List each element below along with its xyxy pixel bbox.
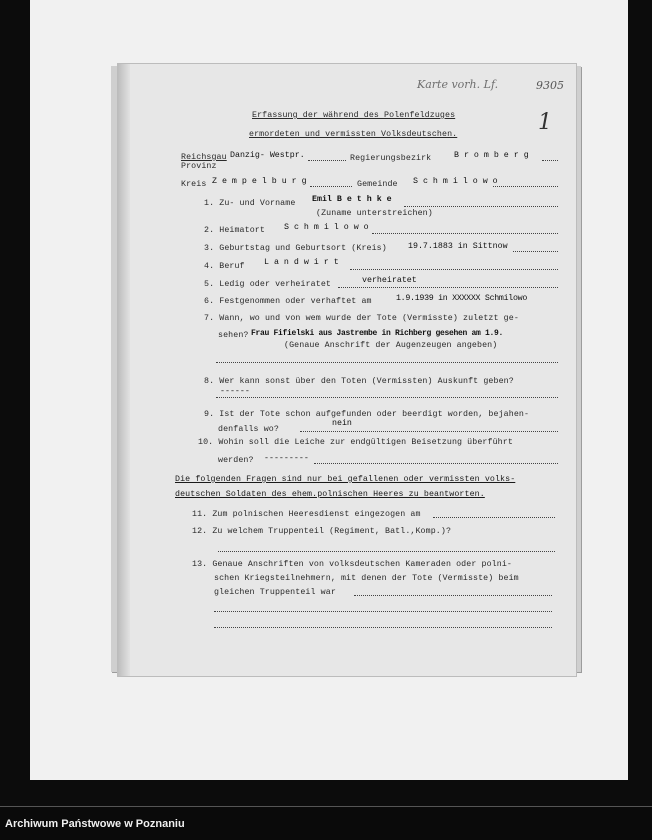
dotted-line [310,184,352,187]
title-line-2: ermordeten und vermissten Volksdeutschen. [249,130,458,139]
q12-label: 12. Zu welchem Truppenteil (Regiment, Batl.,Komp.)? [192,527,452,536]
section-heading-line-1: Die folgenden Fragen sind nur bei gefallenen oder vermissten volks- [175,475,516,484]
q8-value: ------ [220,387,250,396]
handwritten-note: Karte vorh. Lf. [417,78,499,91]
q10-value: --------- [264,454,309,463]
archive-label: Archiwum Państwowe w Poznaniu [5,818,185,830]
q7-hint: (Genaue Anschrift der Augenzeugen angeben) [284,341,498,350]
kreis-value: Z e m p e l b u r g [212,177,307,186]
dotted-line [214,609,552,612]
q11-label: 11. Zum polnischen Heeresdienst eingezogen am [192,510,421,519]
q13-line-2: schen Kriegsteilnehmern, mit denen der Tote (Vermisste) beim [214,574,519,583]
document-sheet [117,63,577,677]
footer-divider [0,806,652,807]
q4-label: 4. Beruf [204,262,245,271]
dotted-line [314,461,558,464]
dotted-line [216,360,558,363]
reichsgau-label: Reichsgau [181,153,227,162]
q5-label: 5. Ledig oder verheiratet [204,280,331,289]
dotted-line [372,231,558,234]
dotted-line [216,395,558,398]
dotted-line [404,204,558,207]
dotted-line [513,249,558,252]
gemeinde-label: Gemeinde [357,180,398,189]
q3-value: 19.7.1883 in Sittnow [408,242,508,251]
provinz-label: Provinz [181,162,217,171]
dotted-line [354,593,552,596]
q1-value: Emil B e t h k e [312,195,392,204]
q10-line-2: werden? [218,456,254,465]
q9-line-1: 9. Ist der Tote schon aufgefunden oder beerdigt worden, bejahen- [204,410,530,419]
section-heading-line-2: deutschen Soldaten des ehem.polnischen Heeres zu beantworten. [175,490,485,499]
dotted-line [214,625,552,628]
handwritten-page-number: 1 [538,110,552,135]
regierungsbezirk-value: B r o m b e r g [454,151,529,160]
dotted-line [338,285,558,288]
q5-value: verheiratet [362,276,417,285]
q2-value: S c h m i l o w o [284,223,369,232]
q13-line-1: 13. Genaue Anschriften von volksdeutschen Kameraden oder polni- [192,560,512,569]
q1-label: 1. Zu- und Vorname [204,199,296,208]
dotted-line [218,549,555,552]
kreis-label: Kreis [181,180,207,189]
q1-hint: (Zuname unterstreichen) [316,209,433,218]
dotted-line [493,184,558,187]
reichsgau-value: Danzig- Westpr. [230,151,305,160]
dotted-line [308,158,346,161]
q7-line-1: 7. Wann, wo und von wem wurde der Tote (Vermisste) zuletzt ge- [204,314,519,323]
dotted-line [350,267,558,270]
q6-value: 1.9.1939 in XXXXXX Schmilowo [396,294,528,303]
q6-label: 6. Festgenommen oder verhaftet am [204,297,372,306]
regierungsbezirk-label: Regierungsbezirk [350,154,432,163]
q10-line-1: 10. Wohin soll die Leiche zur endgültigen Beisetzung überführt [198,438,513,447]
q7-line-2: sehen? [218,331,249,340]
title-line-1: Erfassung der während des Polenfeldzuges [252,111,456,120]
q9-value: nein [332,419,352,428]
gemeinde-value: S c h m i l o w o [413,177,498,186]
q9-line-2: denfalls wo? [218,425,279,434]
dotted-line [300,429,558,432]
q4-value: L a n d w i r t [264,258,339,267]
handwritten-reference: 9305 [536,79,564,92]
q7-value: Frau Fifielski aus Jastrembe in Richberg gesehen am 1.9. [251,329,504,338]
q3-label: 3. Geburtstag und Geburtsort (Kreis) [204,244,387,253]
q8-label: 8. Wer kann sonst über den Toten (Vermissten) Auskunft geben? [204,377,514,386]
q2-label: 2. Heimatort [204,226,265,235]
dotted-line [433,515,555,518]
q13-line-3: gleichen Truppenteil war [214,588,336,597]
dotted-line [542,158,558,161]
